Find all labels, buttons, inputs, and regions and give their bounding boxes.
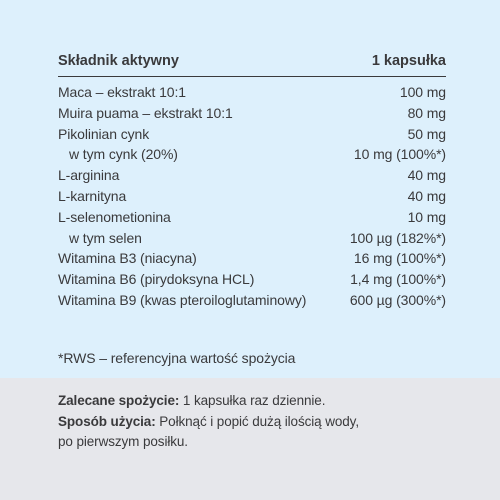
- table-row: [58, 165, 446, 186]
- table-row: [58, 144, 446, 165]
- ingredient-name: L-arginina: [58, 167, 120, 184]
- footnote: *RWS – referencyjna wartość spożycia: [58, 350, 296, 366]
- ingredient-value: 600 µg (300%*): [349, 291, 446, 308]
- table-row: [58, 82, 446, 103]
- ingredient-value: 40 mg: [407, 167, 446, 184]
- ingredient-value: 10 mg (100%*): [353, 146, 446, 163]
- table-header: [58, 52, 446, 70]
- recommended-label: Zalecane spożycie:: [58, 393, 180, 408]
- ingredient-name: Witamina B3 (niacyna): [58, 250, 197, 267]
- table-row: [58, 186, 446, 207]
- table-row: [58, 290, 446, 311]
- ingredient-name: Witamina B9 (kwas pteroiloglutaminowy): [58, 291, 307, 308]
- table-row: [58, 124, 446, 145]
- ingredient-value: 10 mg: [407, 208, 446, 225]
- usage-info: [58, 391, 458, 453]
- ingredient-value: 50 mg: [407, 125, 446, 142]
- recommended-text: 1 kapsułka raz dziennie.: [179, 393, 326, 408]
- ingredient-name: Witamina B6 (pirydoksyna HCL): [58, 271, 255, 288]
- header-dose: 1 kapsułka: [371, 53, 446, 69]
- ingredient-value: 40 mg: [407, 187, 446, 204]
- recommended-intake: [58, 391, 458, 412]
- ingredient-name: Maca – ekstrakt 10:1: [58, 84, 186, 100]
- ingredients-table: [58, 52, 446, 311]
- usage-method: [58, 412, 458, 433]
- ingredient-name: L-selenometionina: [58, 208, 171, 225]
- table-row: [58, 103, 446, 124]
- table-row: [58, 207, 446, 228]
- header-divider: [58, 76, 446, 77]
- ingredient-name: w tym cynk (20%): [69, 146, 178, 163]
- ingredient-value: 1,4 mg (100%*): [350, 271, 446, 288]
- ingredient-value: 16 mg (100%*): [353, 250, 446, 267]
- table-row: [58, 228, 446, 249]
- method-label: Sposób użycia:: [58, 413, 156, 429]
- ingredient-value: 100 µg (182%*): [349, 229, 446, 246]
- ingredient-value: 80 mg: [407, 104, 446, 121]
- table-row: [58, 248, 446, 269]
- ingredient-rows: [58, 82, 446, 311]
- ingredient-name: Muira puama – ekstrakt 10:1: [58, 104, 233, 121]
- header-ingredient: Składnik aktywny: [58, 53, 179, 69]
- method-text-1: Połknąć i popić dużą ilością wody,: [155, 413, 359, 429]
- ingredient-name: L-karnityna: [58, 187, 127, 204]
- usage-method-cont: [58, 432, 458, 453]
- ingredient-name: w tym selen: [69, 229, 142, 246]
- table-row: [58, 269, 446, 290]
- ingredient-name: Pikolinian cynk: [58, 125, 150, 142]
- ingredient-value: 100 mg: [399, 84, 446, 100]
- method-text-2: po pierwszym posiłku.: [58, 434, 188, 449]
